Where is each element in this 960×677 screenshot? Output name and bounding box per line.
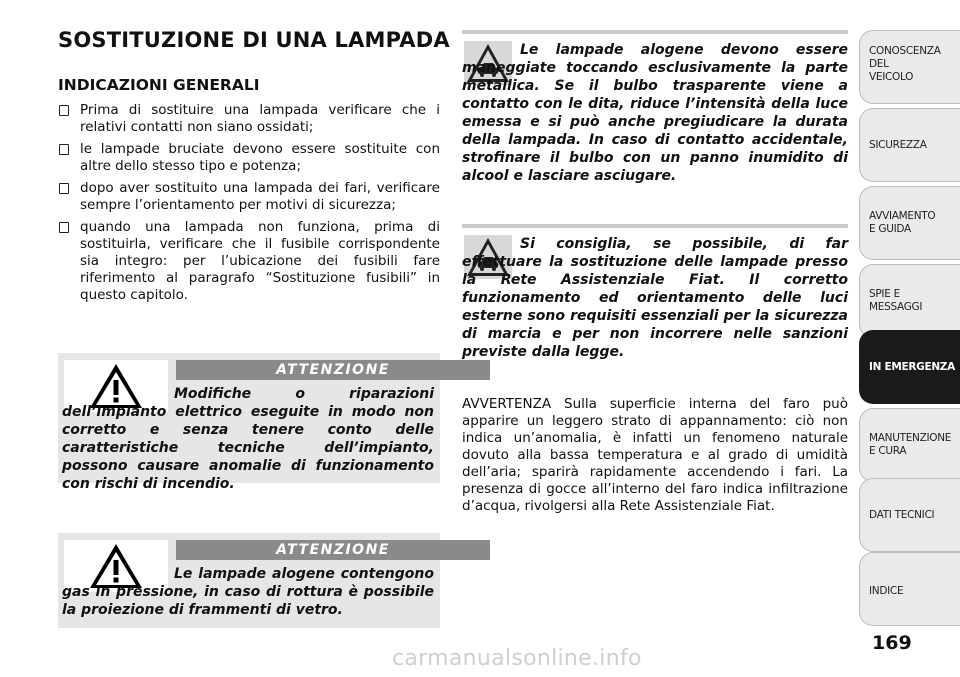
tab-manutenzione-e-cura[interactable]: MANUTENZIONE E CURA: [859, 408, 960, 482]
watermark: carmanualsonline.info: [392, 646, 642, 671]
tab-spie-e-messaggi[interactable]: SPIE E MESSAGGI: [859, 264, 960, 338]
tab-sicurezza[interactable]: SICUREZZA: [859, 108, 960, 182]
checkbox-bullet-icon: [59, 183, 69, 194]
note-halogen-handling: Le lampade alogene devono essere maneggiate toccando esclusivamente la parte metallica. Se il bulbo trasparente viene a contatto con le dita, riduce l’intensità della luce emessa e si può anche pregiudicare la durata della lampada. In caso di contatto accidentale, strofinare il bulbo con un panno inumidito di alcool e lasciare asciugare.: [462, 30, 848, 190]
list-item: le lampade bruciate devono essere sostituite con altre dello stesso tipo e potenza;: [58, 141, 440, 175]
warning-header: ATTENZIONE: [176, 360, 490, 380]
checkbox-bullet-icon: [59, 105, 69, 116]
warning-box-electrical: [58, 353, 440, 492]
page-title: SOSTITUZIONE DI UNA LAMPADA: [58, 28, 450, 52]
tab-indice[interactable]: INDICE: [859, 552, 960, 626]
warning-text: Modifiche o riparazioni dell’impianto elettrico eseguite in modo non corretto e senza tenere conto delle caratteristiche tecniche dell’impianto, possono causare anomalie di funzionamento con rischi di incendio.: [62, 386, 434, 492]
note-service-network: Si consiglia, se possibile, di far effettuare la sostituzione delle lampade presso la Rete Assistenziale Fiat. Il corretto funzionamento ed orientamento delle luci esterne sono requisiti essenziali per la sicurezza di marcia e per non incorrere nelle sanzioni previste dalla legge.: [462, 224, 848, 354]
tab-dati-tecnici[interactable]: DATI TECNICI: [859, 478, 960, 552]
list-item: quando una lampada non funziona, prima di sostituirla, verificare che il fusibile corrispondente sia integro: per l’ubicazione dei fusibili fare riferimento al paragrafo “Sostituzione fusibili” in questo capitolo.: [58, 219, 440, 304]
tab-avviamento-e-guida[interactable]: AVVIAMENTO E GUIDA: [859, 186, 960, 260]
list-item: Prima di sostituire una lampada verificare che i relativi contatti non siano ossidati;: [58, 102, 440, 136]
section-subtitle: INDICAZIONI GENERALI: [58, 76, 260, 94]
bullet-list: [58, 102, 440, 309]
tab-conoscenza-del-veicolo[interactable]: CONOSCENZA DEL VEICOLO: [859, 30, 960, 104]
warning-text: Le lampade alogene contengono gas in pressione, in caso di rottura è possibile la proiezione di frammenti di vetro.: [62, 566, 434, 618]
tab-in-emergenza[interactable]: IN EMERGENZA: [859, 330, 960, 404]
page-number: 169: [872, 632, 912, 654]
warning-box-halogen: [58, 533, 440, 628]
checkbox-bullet-icon: [59, 222, 69, 233]
warning-header: ATTENZIONE: [176, 540, 490, 560]
avvertenza-text: AVVERTENZA Sulla superficie interna del faro può apparire un leggero strato di appannamento: ciò non indica un’anomalia, è infatti un fenomeno naturale dovuto alla bassa temperatura e al grado di umidità dell’aria; sparirà rapidamente accendendo i fari. La presenza di gocce all’interno del faro indica infiltrazione d’acqua, rivolgersi alla Rete Assistenziale Fiat.: [462, 396, 848, 514]
list-item: dopo aver sostituito una lampada dei fari, verificare sempre l’orientamento per motivi di sicurezza;: [58, 180, 440, 214]
checkbox-bullet-icon: [59, 144, 69, 155]
